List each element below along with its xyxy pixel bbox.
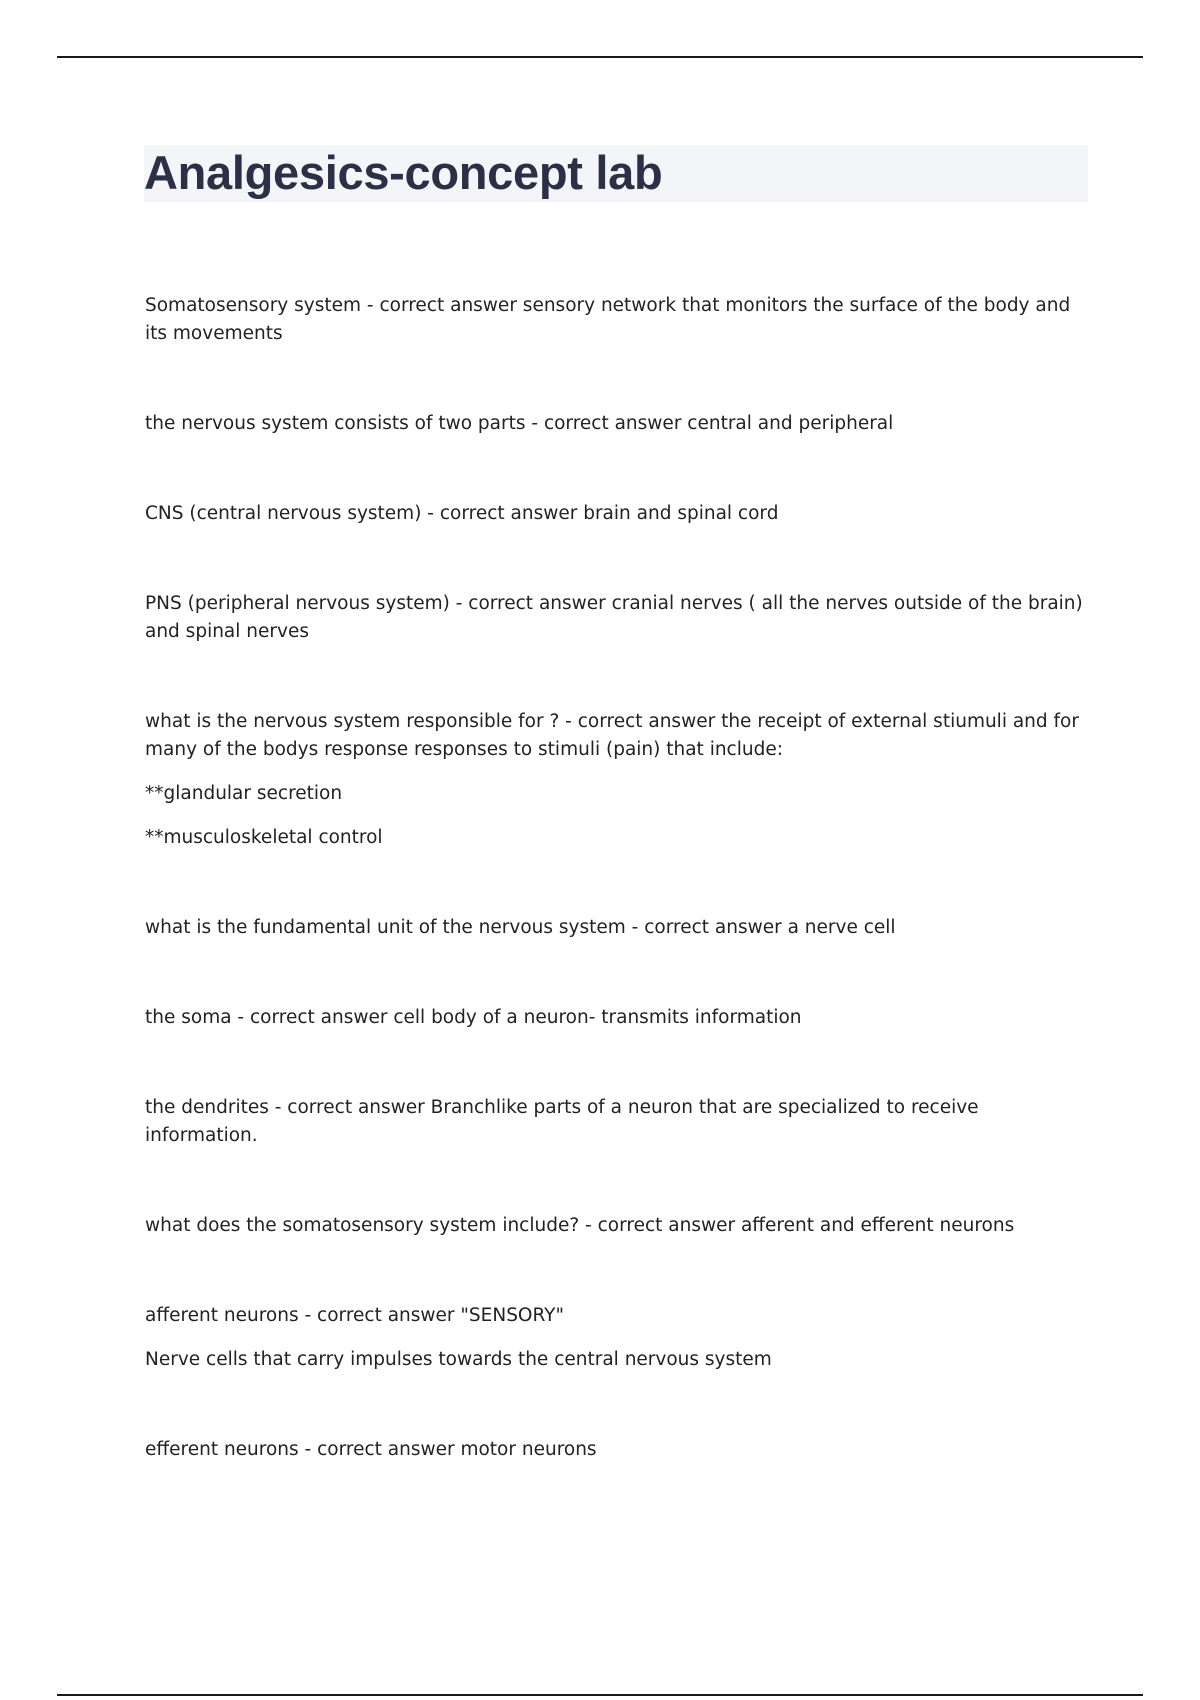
flashcard-entry <box>145 1094 1085 1150</box>
entry-text: PNS (peripheral nervous system) - correct answer cranial nerves ( all the nerves outside of the brain) and spinal nerves <box>145 593 1083 642</box>
entry-text: what is the nervous system responsible for ? - correct answer the receipt of external stiumuli and for many of the bodys response responses to stimuli (pain) that include: <box>145 711 1079 760</box>
flashcard-entry <box>145 914 1085 942</box>
entry-text: efferent neurons - correct answer motor neurons <box>145 1439 597 1460</box>
page-title: Analgesics-concept lab <box>144 146 663 199</box>
entry-text: the nervous system consists of two parts - correct answer central and peripheral <box>145 413 894 434</box>
bottom-rule <box>57 1694 1143 1696</box>
flashcard-entry <box>145 1436 1085 1464</box>
entry-text: what is the fundamental unit of the nervous system - correct answer a nerve cell <box>145 917 896 938</box>
entry-text: CNS (central nervous system) - correct answer brain and spinal cord <box>145 503 779 524</box>
flashcard-entry <box>145 292 1085 348</box>
entry-text: the dendrites - correct answer Branchlike parts of a neuron that are specialized to receive information. <box>145 1097 979 1146</box>
entry-text: what does the somatosensory system include? - correct answer afferent and efferent neurons <box>145 1215 1015 1236</box>
flashcard-entry <box>145 708 1085 852</box>
entry-text: the soma - correct answer cell body of a neuron- transmits information <box>145 1007 802 1028</box>
top-rule <box>57 56 1143 58</box>
entry-text: afferent neurons - correct answer "SENSORY" <box>145 1305 564 1326</box>
flashcard-list <box>145 292 1085 1464</box>
entry-text-continued: Nerve cells that carry impulses towards the central nervous system <box>145 1349 772 1370</box>
flashcard-entry <box>145 1212 1085 1240</box>
flashcard-entry <box>145 500 1085 528</box>
entry-bullet: **musculoskeletal control <box>145 827 383 848</box>
flashcard-entry <box>145 1302 1085 1374</box>
flashcard-entry <box>145 410 1085 438</box>
flashcard-entry <box>145 590 1085 646</box>
entry-bullet: **glandular secretion <box>145 783 343 804</box>
entry-text: Somatosensory system - correct answer sensory network that monitors the surface of the body and its movements <box>145 295 1071 344</box>
flashcard-entry <box>145 1004 1085 1032</box>
